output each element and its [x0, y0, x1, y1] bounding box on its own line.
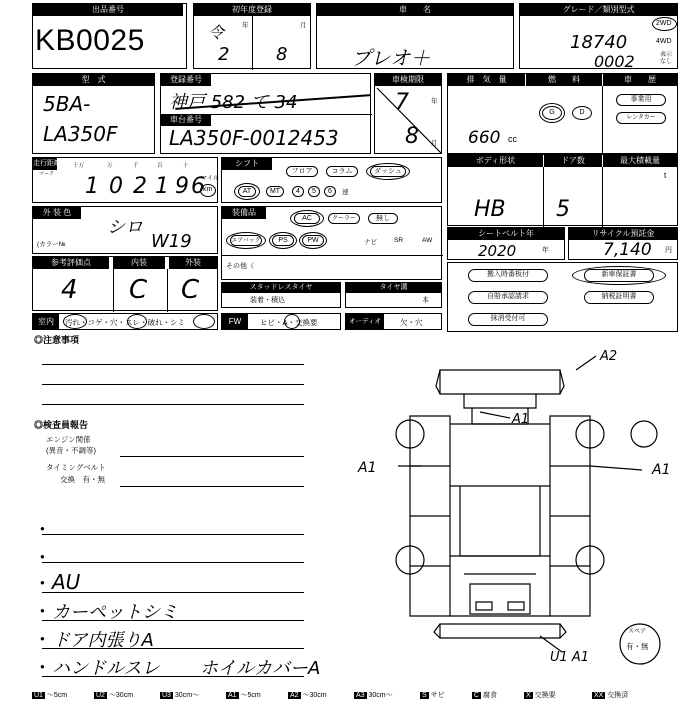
color-value: シロ [107, 217, 143, 238]
doc-tax: 納税証明書 [584, 291, 654, 304]
exterior-score-label: 外装 [169, 257, 217, 269]
grade-box [519, 3, 678, 69]
report-item-door: ドア内張りA [52, 630, 154, 651]
inspection-month-unit: 月 [431, 140, 438, 147]
studless-label: スタッドレスタイヤ [222, 283, 340, 293]
color-label: 外 装 色 [33, 207, 81, 219]
displacement-unit: cc [508, 134, 517, 144]
era-value: 令 [208, 23, 225, 42]
capacity-label: 最大積載量 [603, 155, 677, 167]
color-code-label: (カラー№ [37, 241, 66, 248]
body-door-capacity-box [447, 154, 678, 226]
fuel-label: 燃 料 [526, 74, 602, 86]
lot-number-value: KB0025 [35, 24, 145, 57]
equip-cooler: クーラー [328, 213, 360, 224]
legend-a1: A1 ～5cm [228, 692, 261, 699]
documents-box [447, 262, 678, 332]
doc-cancel: 抹消受付可 [468, 313, 548, 326]
mileage-unit-km: km [203, 186, 213, 193]
lot-number-box [32, 3, 187, 69]
damage-mark-a1-rear: A1 [512, 412, 530, 427]
capacity-unit: t [664, 171, 667, 180]
legend-u2: U2 ～30cm [96, 692, 134, 699]
body-label: ボディ形状 [448, 155, 543, 167]
model-label: 型 式 [33, 74, 154, 86]
shift-at: AT [238, 186, 256, 197]
warranty-circle [572, 266, 666, 285]
plate-label: 登録番号 [161, 74, 211, 86]
shift-dash: ダッシュ [370, 166, 406, 177]
report-item-wheelcover: ホイルカバーA [200, 658, 321, 679]
car-name-label: 車 名 [317, 4, 513, 16]
equip-aw: AW [422, 237, 433, 244]
spare-value: 有・無 [626, 642, 649, 651]
equip-airbag: エアバック [230, 235, 262, 246]
unit-1k: 千 [133, 163, 139, 169]
interior-condition-box [32, 313, 218, 330]
history-business: 事業用 [616, 94, 666, 106]
tread-label: タイヤ溝 [346, 283, 441, 293]
stain-circle [193, 314, 215, 329]
report-item-handle: ハンドルスレ [52, 658, 160, 679]
damage-legend [32, 690, 700, 702]
equipment-box [221, 206, 442, 280]
first-registration-box [193, 3, 311, 69]
report-line-3 [42, 592, 304, 593]
inspection-label: 車検期限 [375, 74, 441, 86]
scuff-circle [127, 314, 147, 329]
inspection-year-unit: 年 [431, 98, 438, 105]
report-line-2 [42, 562, 304, 563]
speed-4: 4 [292, 186, 304, 197]
mileage-label: 走行距離 [33, 158, 57, 170]
legend-xx: XX 交換済 [594, 692, 629, 699]
model-box [32, 73, 155, 154]
overall-score-value: 4 [61, 275, 78, 305]
spare-label: スペア [628, 629, 647, 635]
bullet-2: ● [40, 552, 45, 561]
interior-score-value: C [129, 275, 148, 305]
first-registration-label: 初年度登録 [194, 4, 310, 16]
legend-u1: U1 ～5cm [34, 692, 68, 699]
at-circle [234, 183, 260, 200]
dash-circle [366, 163, 410, 180]
tread-box [345, 282, 442, 308]
overall-score-label: 参考評価点 [33, 257, 109, 269]
studless-options: 装着・積込 [250, 297, 285, 304]
exterior-score-value: C [181, 275, 200, 305]
year-unit: 年 [242, 22, 249, 29]
model-line-1: 5BA- [43, 92, 91, 116]
belt-label: タイミングベルト [46, 463, 106, 472]
ps-circle [269, 232, 297, 249]
shift-mt: MT [266, 186, 284, 197]
month-unit: 月 [300, 22, 307, 29]
mileage-digit-2: 0 [109, 174, 123, 199]
grade-label: グレード／類別型式 [520, 4, 677, 16]
speed-6: 6 [324, 186, 336, 197]
inspection-month: 8 [405, 124, 419, 149]
first-reg-year: 2 [218, 44, 230, 65]
bullet-1: ● [40, 524, 45, 533]
mileage-digit-4: 1 [155, 174, 169, 199]
bullet-4: ● [40, 606, 45, 615]
tread-unit: 本 [422, 297, 429, 304]
legend-x: X 交換要 [526, 692, 556, 699]
chassis-value: LA350F-0012453 [169, 126, 339, 150]
report-label: ◎検査員報告 [34, 420, 89, 430]
audio-box [345, 313, 442, 330]
legend-a2: A2 ～30cm [290, 692, 327, 699]
interior-condition-label: 室内 [33, 314, 59, 329]
shift-label: シフト [222, 158, 272, 170]
mileage-digit-1: 1 [85, 174, 99, 199]
pw-circle [299, 232, 327, 249]
dirt-circle [63, 314, 87, 329]
mileage-box [32, 157, 218, 203]
mileage-digit-3: 2 [133, 174, 147, 199]
recycle-label: リサイクル預託金 [569, 228, 677, 240]
color-code-value: W19 [151, 231, 192, 252]
bullet-5: ● [40, 634, 45, 643]
equip-sr: SR [394, 237, 404, 244]
damage-mark-bottom: U1 A1 [550, 650, 590, 665]
studless-box [221, 282, 341, 308]
doors-value: 5 [556, 197, 570, 222]
shift-floor: フロア [286, 166, 318, 177]
report-line-5 [42, 648, 304, 649]
legend-s: S サビ [422, 692, 445, 699]
seatbelt-label: シートベルト年 [448, 228, 564, 240]
mileage-mark: マーク [39, 171, 55, 177]
equip-ac: AC [294, 213, 320, 224]
unit-10k: 万 [107, 163, 113, 169]
damage-mark-a2: A2 [600, 349, 618, 364]
plate-chassis-box [160, 73, 371, 154]
model-line-2: LA350F [43, 122, 118, 146]
grade-value-1: 18740 [570, 32, 628, 53]
belt-sub: 交換 有・無 [60, 475, 105, 484]
doc-warranty: 新車保証書 [584, 269, 654, 282]
plate-value: 神戸 582 て 34 [169, 92, 298, 113]
score-box [32, 256, 218, 311]
shift-box [221, 157, 442, 203]
belt-line [120, 486, 304, 487]
report-line-1 [42, 534, 304, 535]
unit-100: 百 [157, 163, 163, 169]
drive-4wd: 4WD [656, 38, 672, 45]
equip-none: 無し [368, 213, 398, 224]
car-name-value: プレオ＋ [351, 46, 431, 70]
history-rental: レンタカー [616, 112, 666, 124]
report-line-4 [42, 620, 304, 621]
fuel-d: D [572, 106, 592, 120]
interior-condition-options: 汚れ・コゲ・穴・スレ・破れ・シミ [65, 318, 185, 327]
damage-mark-a1-left: A1 [358, 460, 377, 476]
airbag-circle [226, 232, 266, 249]
notes-line-1 [42, 364, 304, 365]
mileage-unit-mile: マイル [201, 176, 219, 182]
fuel-g: G [542, 106, 562, 120]
displacement-value: 660 [468, 128, 501, 148]
inspection-box [374, 73, 442, 154]
report-item-au: AU [52, 570, 81, 594]
damage-mark-a1-right: A1 [652, 462, 671, 478]
equip-pw: PW [302, 235, 324, 246]
shift-column: コラム [326, 166, 358, 177]
engine-label: エンジン関係 [46, 435, 91, 444]
first-reg-month: 8 [276, 44, 288, 65]
doc-plate: 搬入時番板付 [468, 269, 548, 282]
equip-ps: PS [272, 235, 294, 246]
audio-options: 欠・穴 [400, 318, 423, 327]
inspection-year: 7 [395, 90, 409, 115]
color-box [32, 206, 218, 254]
body-value: HB [474, 197, 506, 222]
fw-label: FW [222, 314, 248, 329]
doc-insurance: 自賠承認請求 [468, 291, 548, 304]
seatbelt-unit: 年 [542, 247, 549, 254]
report-item-carpet: カーペットシミ [52, 602, 178, 623]
notes-line-3 [42, 404, 304, 405]
ac-circle [290, 210, 324, 227]
legend-u3: U3 30cm～ [162, 692, 200, 699]
equip-navi: ナビ [364, 239, 377, 246]
doors-label: ドア数 [544, 155, 602, 167]
legend-c: C 腐食 [474, 692, 498, 699]
car-name-box [316, 3, 514, 69]
recycle-unit: 円 [665, 247, 672, 254]
unit-10: 十 [183, 163, 189, 169]
history-label: 車 歴 [603, 74, 677, 86]
speed-5: 5 [308, 186, 320, 197]
seatbelt-value: 2020 [478, 242, 517, 260]
drive-2wd-circle [652, 17, 677, 31]
notes-line-2 [42, 384, 304, 385]
notes-label: ◎注意事項 [34, 335, 80, 345]
seatbelt-box [447, 227, 565, 260]
engine-fuel-history-box [447, 73, 678, 154]
drive-2wd: 2WD [656, 20, 672, 27]
fw-a-circle [284, 314, 300, 329]
unit-100k: 十万 [73, 163, 85, 169]
report-line-6 [42, 676, 304, 677]
drive-none: 表示なし [660, 52, 673, 65]
equip-other: その他（ [226, 263, 254, 270]
mileage-digit-6: 6 [191, 174, 205, 199]
interior-score-label: 内装 [113, 257, 165, 269]
audio-label: オーディオ [346, 314, 384, 329]
bullet-3: ● [40, 578, 45, 587]
fuel-g-circle [539, 103, 565, 123]
bullet-6: ● [40, 662, 45, 671]
speed-unit: 速 [342, 189, 349, 196]
equipment-label: 装備品 [222, 207, 266, 219]
recycle-box [568, 227, 678, 260]
recycle-value: 7,140 [603, 240, 652, 260]
engine-sub: (異音・不調等) [46, 446, 96, 455]
engine-line [120, 456, 304, 457]
fw-box [221, 313, 341, 330]
legend-a3: A3 30cm～ [356, 692, 393, 699]
chassis-label: 車台番号 [161, 114, 211, 126]
fw-options: ヒビ・A・交換要 [260, 318, 318, 327]
lot-number-label: 出品番号 [33, 4, 183, 16]
grade-value-2: 0002 [594, 52, 635, 71]
mileage-digit-5: 9 [175, 174, 189, 199]
displacement-label: 排 気 量 [448, 74, 525, 86]
